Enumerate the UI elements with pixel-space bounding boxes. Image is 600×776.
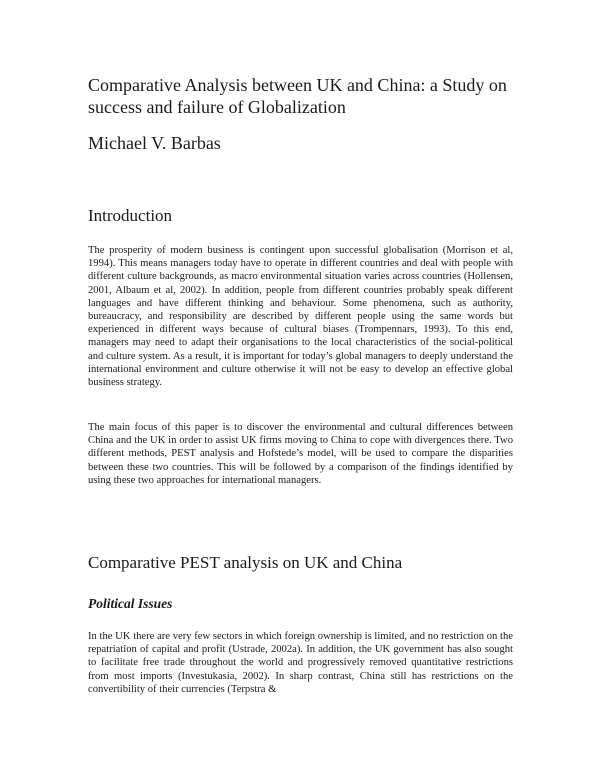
- section-heading-pest: Comparative PEST analysis on UK and China: [88, 553, 403, 572]
- paper-title: Comparative Analysis between UK and China: a Study on success and failure of Globalization: [88, 75, 507, 117]
- paper-author: Michael V. Barbas: [88, 133, 221, 153]
- paragraph: In the UK there are very few sectors in which foreign ownership is limited, and no restriction on the repatriation of capital and profit (Ustrade, 2002a). In addition, the UK government has also sought to facilitate free trade throughout the world and progressively removed quantitative restrictions from most imports (Investukasia, 2002). In sharp contrast, China still has restrictions on the convertibility of their currencies (Terpstra &: [88, 631, 513, 695]
- section-heading-introduction: Introduction: [88, 206, 173, 225]
- subsection-heading-political-issues: Political Issues: [88, 596, 173, 611]
- paragraph: The prosperity of modern business is contingent upon successful globalisation (Morrison et al, 1994). This means managers today have to operate in different countries and deal with people with different culture backgrounds, as macro environmental situation varies across countries (Hollensen, 2001, Albaum et al, 2002). In addition, people from different countries probably speak different languages and have different thinking and behaviour. Some phenomena, such as authority, bureaucracy, and responsibility are described by different people using the same words but experienced in different ways because of cultural biases (Trompennars, 1993). To this end, managers may need to adapt their organisations to the local characteristics of the social-political and culture system. As a result, it is important for today’s global managers to deeply understand the international environment and culture otherwise it will not be easy to develop an effective global business strategy.: [88, 245, 513, 389]
- paragraph: The main focus of this paper is to discover the environmental and cultural differences between China and the UK in order to assist UK firms moving to China to cope with divergences there. Two different methods, PEST analysis and Hofstede’s model, will be used to compare the disparities between these two countries. This will be followed by a comparison of the findings identified by using these two approaches for international managers.: [88, 422, 513, 486]
